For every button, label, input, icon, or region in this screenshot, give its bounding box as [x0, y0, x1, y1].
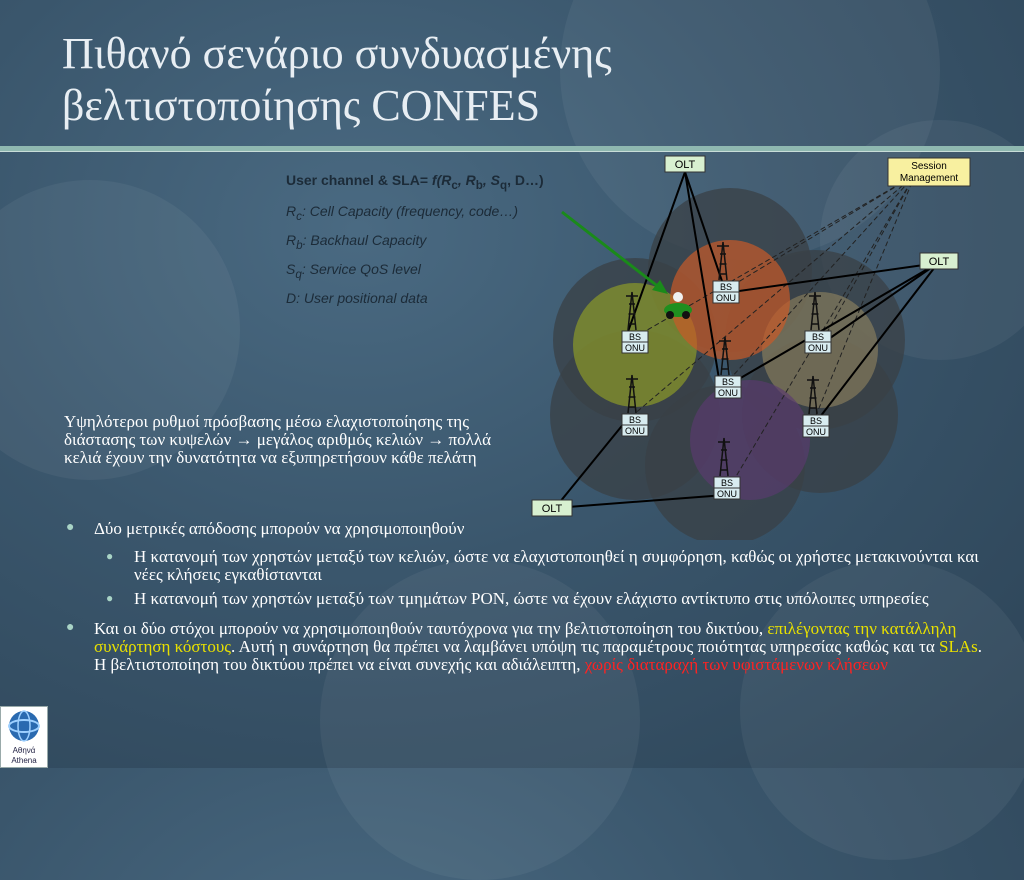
bullet-icon: ●: [106, 591, 114, 605]
bs-label: BS: [628, 332, 642, 342]
highlight-cost-function: επιλέγοντας την κατάλληλη συνάρτηση κόστους: [94, 619, 957, 656]
highlight-slas: SLAs: [938, 637, 978, 656]
olt-label: OLT: [928, 256, 950, 268]
bs-label: BS: [719, 282, 733, 292]
onu-label: ONU: [717, 489, 737, 499]
onu-label: ONU: [808, 343, 828, 353]
slide-title: [62, 28, 962, 132]
bullet-icon: ●: [106, 549, 114, 563]
bs-label: BS: [811, 332, 825, 342]
sla-legend-sq: $S_q$: Service QoS level: [286, 261, 421, 281]
olt-label: OLT: [541, 503, 563, 515]
bullet-item: ● Δύο μετρικές απόδοσης μπορούν να χρησιμοποιηθούν: [66, 519, 465, 538]
session-management-label-line-1: Session: [911, 161, 947, 172]
logo-label-greek: Αθηνά: [12, 746, 36, 755]
olt-bottom: [532, 500, 572, 516]
onu-label: ONU: [625, 426, 645, 436]
bs-label: BS: [721, 377, 735, 387]
cell-purple: [690, 380, 810, 500]
sub-bullet-item: ● Η κατανομή των χρηστών μεταξύ των κελιών, ώστε να ελαχιστοποιηθεί η συμφόρηση, καθώς οι χρήστες μετακινούνται και νέες κλήσεις εγκαθίστανται: [106, 547, 979, 584]
sla-legend-d: D: User positional data: [286, 290, 428, 306]
session-management: [888, 158, 970, 186]
onu-label: ONU: [718, 388, 738, 398]
bullet-item: ● Και οι δύο στόχοι μπορούν να χρησιμοποιηθούν ταυτόχρονα για την βελτιστοποίηση του δικτύου, επιλέγοντας την κατάλληλη συνάρτηση κόστους. Αυτή η συνάρτηση θα πρέπει να λαμβάνει υπόψη τις παραμέτρους ποιότητας υπηρεσίας καθώς και τα SLAs. Η βελτιστοποίηση του δικτύου πρέπει να είναι συνεχής και αδιάλειπτη, χωρίς διαταραχή των υφιστάμενων κλήσεων: [66, 619, 982, 674]
bs-label: BS: [628, 415, 642, 425]
athena-logo: [0, 706, 48, 768]
onu-label: ONU: [625, 343, 645, 353]
session-management-label-line-2: Management: [899, 173, 959, 184]
bs-label: BS: [720, 478, 734, 488]
bullet-list: [64, 520, 984, 684]
logo-label-latin: Athena: [11, 756, 37, 765]
slide-title-line-2: βελτιστοποίησης CONFES: [62, 81, 541, 130]
slide-title-line-1: Πιθανό σενάριο συνδυασμένης: [62, 29, 612, 78]
bullet-icon: ●: [66, 520, 75, 535]
sla-legend-rc: $R_c$: Cell Capacity (frequency, code…): [286, 203, 519, 223]
network-diagram: [520, 150, 1024, 540]
bullet-icon: ●: [66, 620, 75, 635]
sla-legend-rb: $R_b$: Backhaul Capacity: [286, 232, 427, 252]
sub-bullet-item: ● Η κατανομή των χρηστών μεταξύ των τμημάτων PON, ώστε να έχουν ελάχιστο αντίκτυπο στις υπόλοιπες υπηρεσίες: [106, 589, 929, 608]
onu-label: ONU: [716, 293, 736, 303]
athena-logo-icon: [1, 707, 47, 745]
highlight-no-disruption: χωρίς διαταραχή των υφιστάμενων κλήσεων: [584, 655, 888, 674]
olt-label: OLT: [674, 159, 696, 171]
olt-top: [665, 156, 705, 172]
sla-legend-heading: User channel & $SLA= f(R_c$, $R_b$, $S_q$, D…): [286, 172, 544, 192]
intro-paragraph: Υψηλότεροι ρυθμοί πρόσβασης μέσω ελαχιστοποίησης της διάστασης των κυψελών → μεγάλος αριθμός κελιών → πολλά κελιά έχουν την δυνατότητα να εξυπηρετήσουν κάθε πελάτη: [64, 412, 492, 467]
bs-label: BS: [809, 416, 823, 426]
olt-right: [920, 253, 958, 269]
onu-label: ONU: [806, 427, 826, 437]
